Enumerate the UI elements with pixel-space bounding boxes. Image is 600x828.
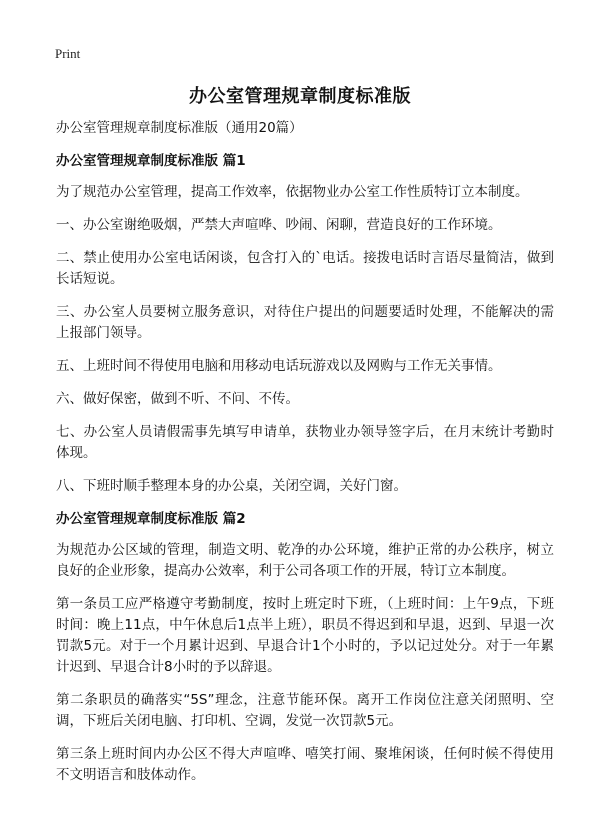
- paragraph: 二、禁止使用办公室电话闲谈，包含打入的`电话。接拨电话时言语尽量简洁，做到长话短说。: [56, 250, 554, 287]
- section-2: [56, 509, 554, 786]
- paragraph: 一、办公室谢绝吸烟，严禁大声喧哗、吵闹、闲聊，营造良好的工作环境。: [56, 217, 502, 233]
- paragraph: 五、上班时间不得使用电脑和用移动电话玩游戏以及网购与工作无关事情。: [56, 358, 502, 374]
- paragraph: 八、下班时顺手整理本身的办公桌，关闭空调，关好门窗。: [56, 478, 407, 494]
- section-heading: 办公室管理规章制度标准版 篇1: [56, 153, 246, 169]
- section-1: [56, 151, 554, 497]
- document-subtitle: 办公室管理规章制度标准版（通用20篇）: [56, 120, 303, 136]
- print-label: Print: [55, 46, 81, 61]
- paragraph: 第一条员工应严格遵守考勤制度，按时上班定时下班，（上班时间：上午9点，下班时间：晚上11点，中午休息后1点半上班），职员不得迟到和早退，迟到、早退一次罚款5元。对于一个月累计迟到、早退合计1个小时的，予以记过处分。对于一年累计迟到、早退合计8小时的予以辞退。: [56, 596, 554, 675]
- paragraph: 为了规范办公室管理，提高工作效率，依据物业办公室工作性质特订立本制度。: [56, 184, 529, 200]
- paragraph: 六、做好保密，做到不听、不问、不传。: [56, 391, 299, 407]
- paragraph: 第二条职员的确落实“5S”理念，注意节能环保。离开工作岗位注意关闭照明、空调，下班后关闭电脑、打印机、空调，发觉一次罚款5元。: [56, 692, 554, 729]
- document-body: [56, 118, 554, 798]
- document-title: 办公室管理规章制度标准版: [189, 86, 411, 107]
- paragraph: 三、办公室人员要树立服务意识，对待住户提出的问题要适时处理，不能解决的需上报部门领导。: [56, 304, 554, 341]
- paragraph: 第三条上班时间内办公区不得大声喧哗、嘻笑打闹、聚堆闲谈，任何时候不得使用不文明语言和肢体动作。: [56, 746, 554, 783]
- section-heading: 办公室管理规章制度标准版 篇2: [56, 511, 246, 527]
- paragraph: 七、办公室人员请假需事先填写申请单，获物业办领导签字后，在月末统计考勤时体现。: [56, 424, 554, 461]
- paragraph: 为规范办公区域的管理，制造文明、乾净的办公环境，维护正常的办公秩序，树立良好的企业形象，提高办公效率，利于公司各项工作的开展，特订立本制度。: [56, 542, 554, 579]
